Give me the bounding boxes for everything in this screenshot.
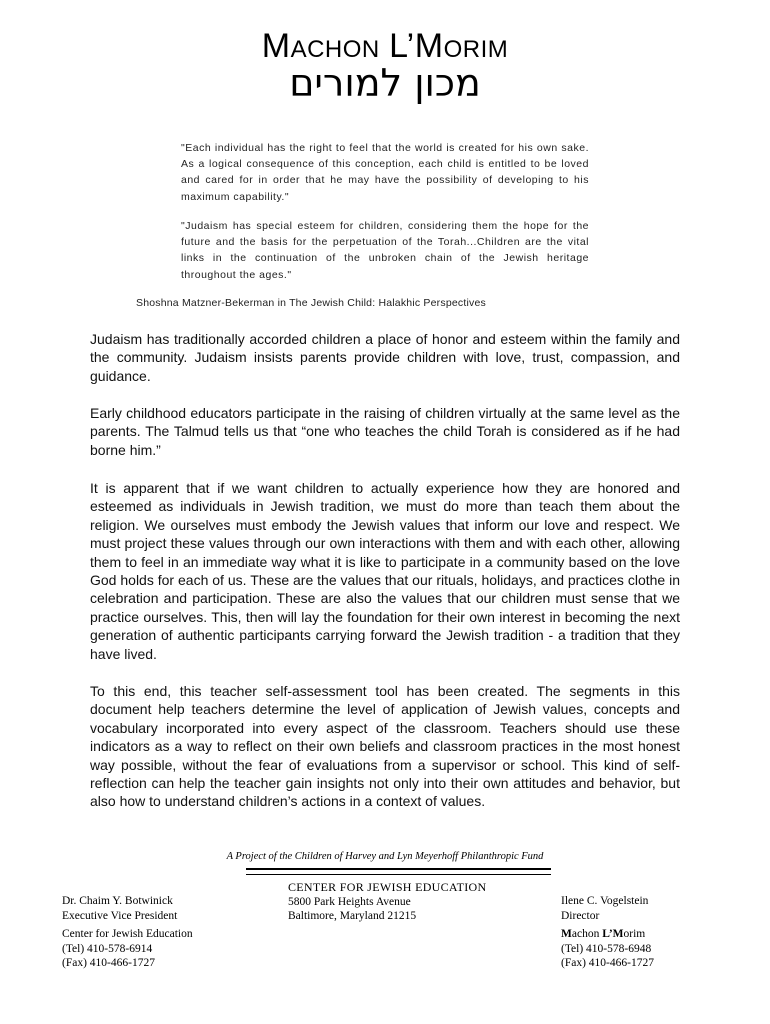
footer-divider-thin <box>246 874 551 875</box>
title-achon: ACHON <box>290 36 380 63</box>
hebrew-title: מכון למורים <box>289 61 481 105</box>
contact-phone: (Tel) 410-578-6948 <box>561 942 652 955</box>
org-cap-m: M <box>561 928 572 940</box>
contact-fax: (Fax) 410-466-1727 <box>62 957 155 969</box>
contact-organization <box>561 927 654 942</box>
body-paragraph: Early childhood educators participate in the raising of children virtually at the same level as the parents. The Talmud tells us that “one who teaches the child Torah is considered as if he had borne him.” <box>90 405 680 458</box>
footer-divider <box>246 868 551 870</box>
quote-attribution: Shoshna Matzner-Bekerman in The Jewish Child: Halakhic Perspectives <box>136 297 486 309</box>
footer-center-address <box>288 880 486 924</box>
footer-right-contact <box>561 894 654 971</box>
title-cap-m: M <box>261 27 291 65</box>
body-paragraph: To this end, this teacher self-assessment tool has been created. The segments in this document help teachers determine the level of application of Jewish values, concepts and vocabulary incorporated into every aspect of the classroom. Teachers should use these indicators as a way to reflect on their own beliefs and classroom practices in the most honest way possible, without the fear of evaluations from a supervisor or school. This kind of self-reflection can help the teacher gain insights not only into their own attitudes and behavior, but also how to understand children’s actions in a context of values. <box>90 683 680 810</box>
contact-name: Dr. Chaim Y. Botwinick <box>62 895 173 907</box>
contact-organization: Center for Jewish Education <box>62 928 193 940</box>
quote-individual: "Each individual has the right to feel that the world is created for his own sake. As a logical consequence of this conception, each child is entitled to be loved and cared for in order that he may have the possibility of developing to his maximum capability." <box>181 142 589 203</box>
footer-left-contact <box>62 894 193 971</box>
title-cap-lm: L’M <box>389 27 444 65</box>
org-orim: orim <box>623 928 646 940</box>
title-orim: ORIM <box>443 36 509 63</box>
contact-phone: (Tel) 410-578-6914 <box>62 942 153 955</box>
contact-fax: (Fax) 410-466-1727 <box>561 957 654 969</box>
center-organization: CENTER FOR JEWISH EDUCATION <box>288 880 487 894</box>
body-paragraph: Judaism has traditionally accorded children a place of honor and esteem within the family and the community. Judaism insists parents provide children with love, trust, compassion, and guidance. <box>90 331 680 384</box>
body-paragraph: It is apparent that if we want children to actually experience how they are honored and esteemed as individuals in Jewish tradition, we must do more than teach them about the religion. We ourselves must embody the Jewish values that inform our love and respect. We must project these values through our own interactions with them and with each other, allowing them to feel in an immediate way what it is like to participate in a community based on the love God holds for each of us. These are the values that our rituals, holidays, and practices clothe in celebration and participation. These are also the values that our children must sense that we practice ourselves. This, then will lay the foundation for their own interest in becoming the next generation of authentic participants carrying forward the Jewish tradition - a tradition that they have lived. <box>90 480 680 662</box>
contact-name: Ilene C. Vogelstein <box>561 895 649 907</box>
org-cap-lm: L’M <box>602 928 624 940</box>
project-line: A Project of the Children of Harvey and Lyn Meyerhoff Philanthropic Fund <box>226 851 544 862</box>
center-address-street: 5800 Park Heights Avenue <box>288 895 411 908</box>
contact-title: Executive Vice President <box>62 909 178 922</box>
quote-judaism: "Judaism has special esteem for children, considering them the hope for the future and the basis for the perpetuation of the Torah...Children are the vital links in the continuation of the unbroken chain of the Jewish heritage throughout the ages." <box>181 220 589 281</box>
org-achon: achon <box>571 928 603 940</box>
contact-title: Director <box>561 909 600 922</box>
center-address-city: Baltimore, Maryland 21215 <box>288 910 417 922</box>
